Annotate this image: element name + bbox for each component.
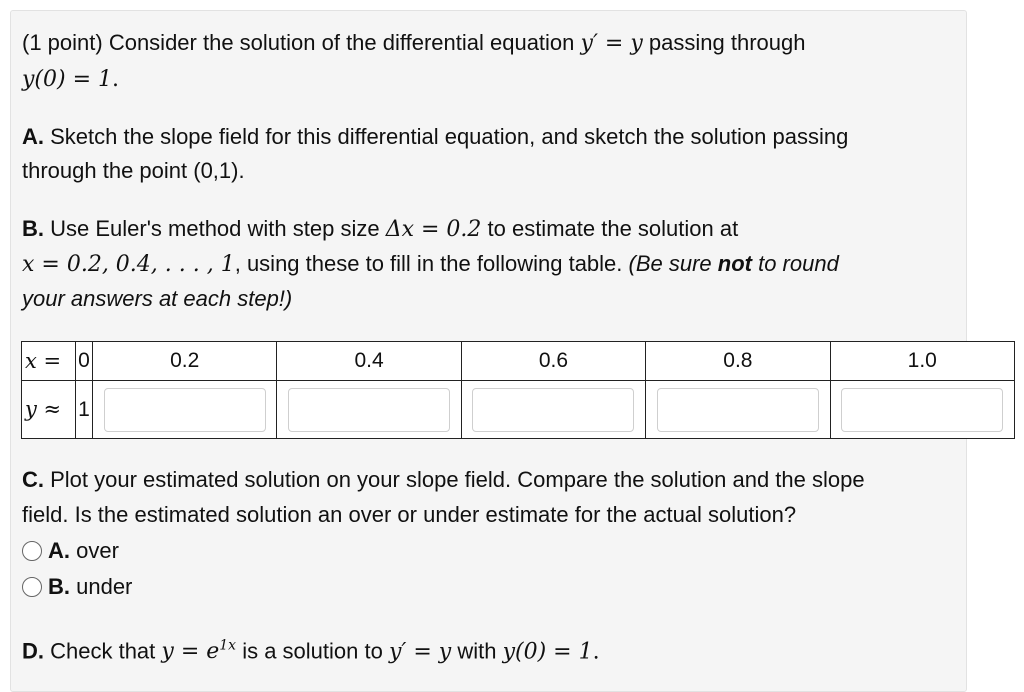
x-row-label: x = bbox=[22, 342, 76, 381]
x-cell: 0.6 bbox=[461, 342, 645, 381]
part-d-label: D. bbox=[22, 638, 44, 664]
y-answer-input-3[interactable] bbox=[472, 388, 634, 432]
y-answer-cell bbox=[646, 381, 830, 439]
rounding-note-end: your answers at each step!) bbox=[22, 286, 293, 311]
part-a-text-2: through the point (0,1). bbox=[22, 158, 245, 183]
y-row-label: y ≈ bbox=[22, 381, 76, 439]
y-answer-input-2[interactable] bbox=[288, 388, 450, 432]
y-answer-cell bbox=[277, 381, 461, 439]
part-d-line: D. Check that $y = e^{1x}$ is a solution to y′ = y with y(0) = 1. bbox=[22, 638, 600, 665]
euler-table bbox=[21, 341, 1015, 439]
y-answer-cell bbox=[830, 381, 1014, 439]
intro-text: (1 point) Consider the solution of the differential equation bbox=[22, 30, 581, 55]
y-answer-input-1[interactable] bbox=[104, 388, 266, 432]
part-b-text: Use Euler's method with step size bbox=[44, 216, 386, 241]
x-row bbox=[22, 342, 1015, 381]
part-c-text: Plot your estimated solution on your slope field. Compare the solution and the slope bbox=[44, 467, 865, 492]
initial-condition: y(0) = 1 bbox=[22, 67, 113, 92]
y0-cell: 1 bbox=[76, 381, 93, 439]
part-a-line1 bbox=[22, 122, 848, 152]
part-b-text-2: , using these to fill in the following table. bbox=[234, 251, 629, 276]
part-c-label: C. bbox=[22, 467, 44, 492]
rounding-note: (Be sure not to round bbox=[628, 251, 839, 276]
intro-text-end: passing through bbox=[642, 30, 806, 55]
x0-cell: 0 bbox=[76, 342, 93, 381]
part-b-line3 bbox=[22, 284, 292, 314]
x-cell: 1.0 bbox=[830, 342, 1014, 381]
y-row bbox=[22, 381, 1015, 439]
ode-equation: y′ = y bbox=[388, 639, 452, 665]
y-answer-input-5[interactable] bbox=[841, 388, 1003, 432]
y-answer-cell bbox=[93, 381, 277, 439]
step-size-equation: Δx = 0.2 bbox=[385, 217, 482, 242]
x-cell: 0.4 bbox=[277, 342, 461, 381]
x-cell: 0.2 bbox=[93, 342, 277, 381]
part-c-line1 bbox=[22, 465, 865, 495]
part-a-line2 bbox=[22, 156, 245, 186]
part-c-text-2: field. Is the estimated solution an over or under estimate for the actual solution? bbox=[22, 502, 797, 527]
part-b-text-end: to estimate the solution at bbox=[481, 216, 739, 241]
part-c-line2 bbox=[22, 500, 796, 530]
radio-over[interactable] bbox=[22, 541, 42, 561]
initial-condition-line bbox=[22, 64, 119, 95]
part-a-text: Sketch the slope field for this differential equation, and sketch the solution passing bbox=[44, 124, 849, 149]
part-b-label: B. bbox=[22, 216, 44, 241]
part-b-line1 bbox=[22, 214, 738, 245]
exp-solution: $y = e^{1x}$ bbox=[161, 638, 237, 665]
initial-condition-d: y(0) = 1 bbox=[502, 639, 593, 665]
option-under[interactable]: B. under bbox=[22, 573, 132, 601]
x-values-list: x = 0.2, 0.4, . . . , 1 bbox=[22, 252, 235, 277]
problem-intro-line bbox=[22, 28, 805, 59]
x-cell: 0.8 bbox=[646, 342, 830, 381]
y-answer-cell bbox=[461, 381, 645, 439]
option-over[interactable]: A. over bbox=[22, 537, 119, 565]
initial-condition-period: . bbox=[112, 67, 120, 92]
part-a-label: A. bbox=[22, 124, 44, 149]
y-answer-input-4[interactable] bbox=[657, 388, 819, 432]
radio-under[interactable] bbox=[22, 577, 42, 597]
intro-equation: y′ = y bbox=[580, 31, 643, 56]
part-b-line2 bbox=[22, 249, 839, 280]
